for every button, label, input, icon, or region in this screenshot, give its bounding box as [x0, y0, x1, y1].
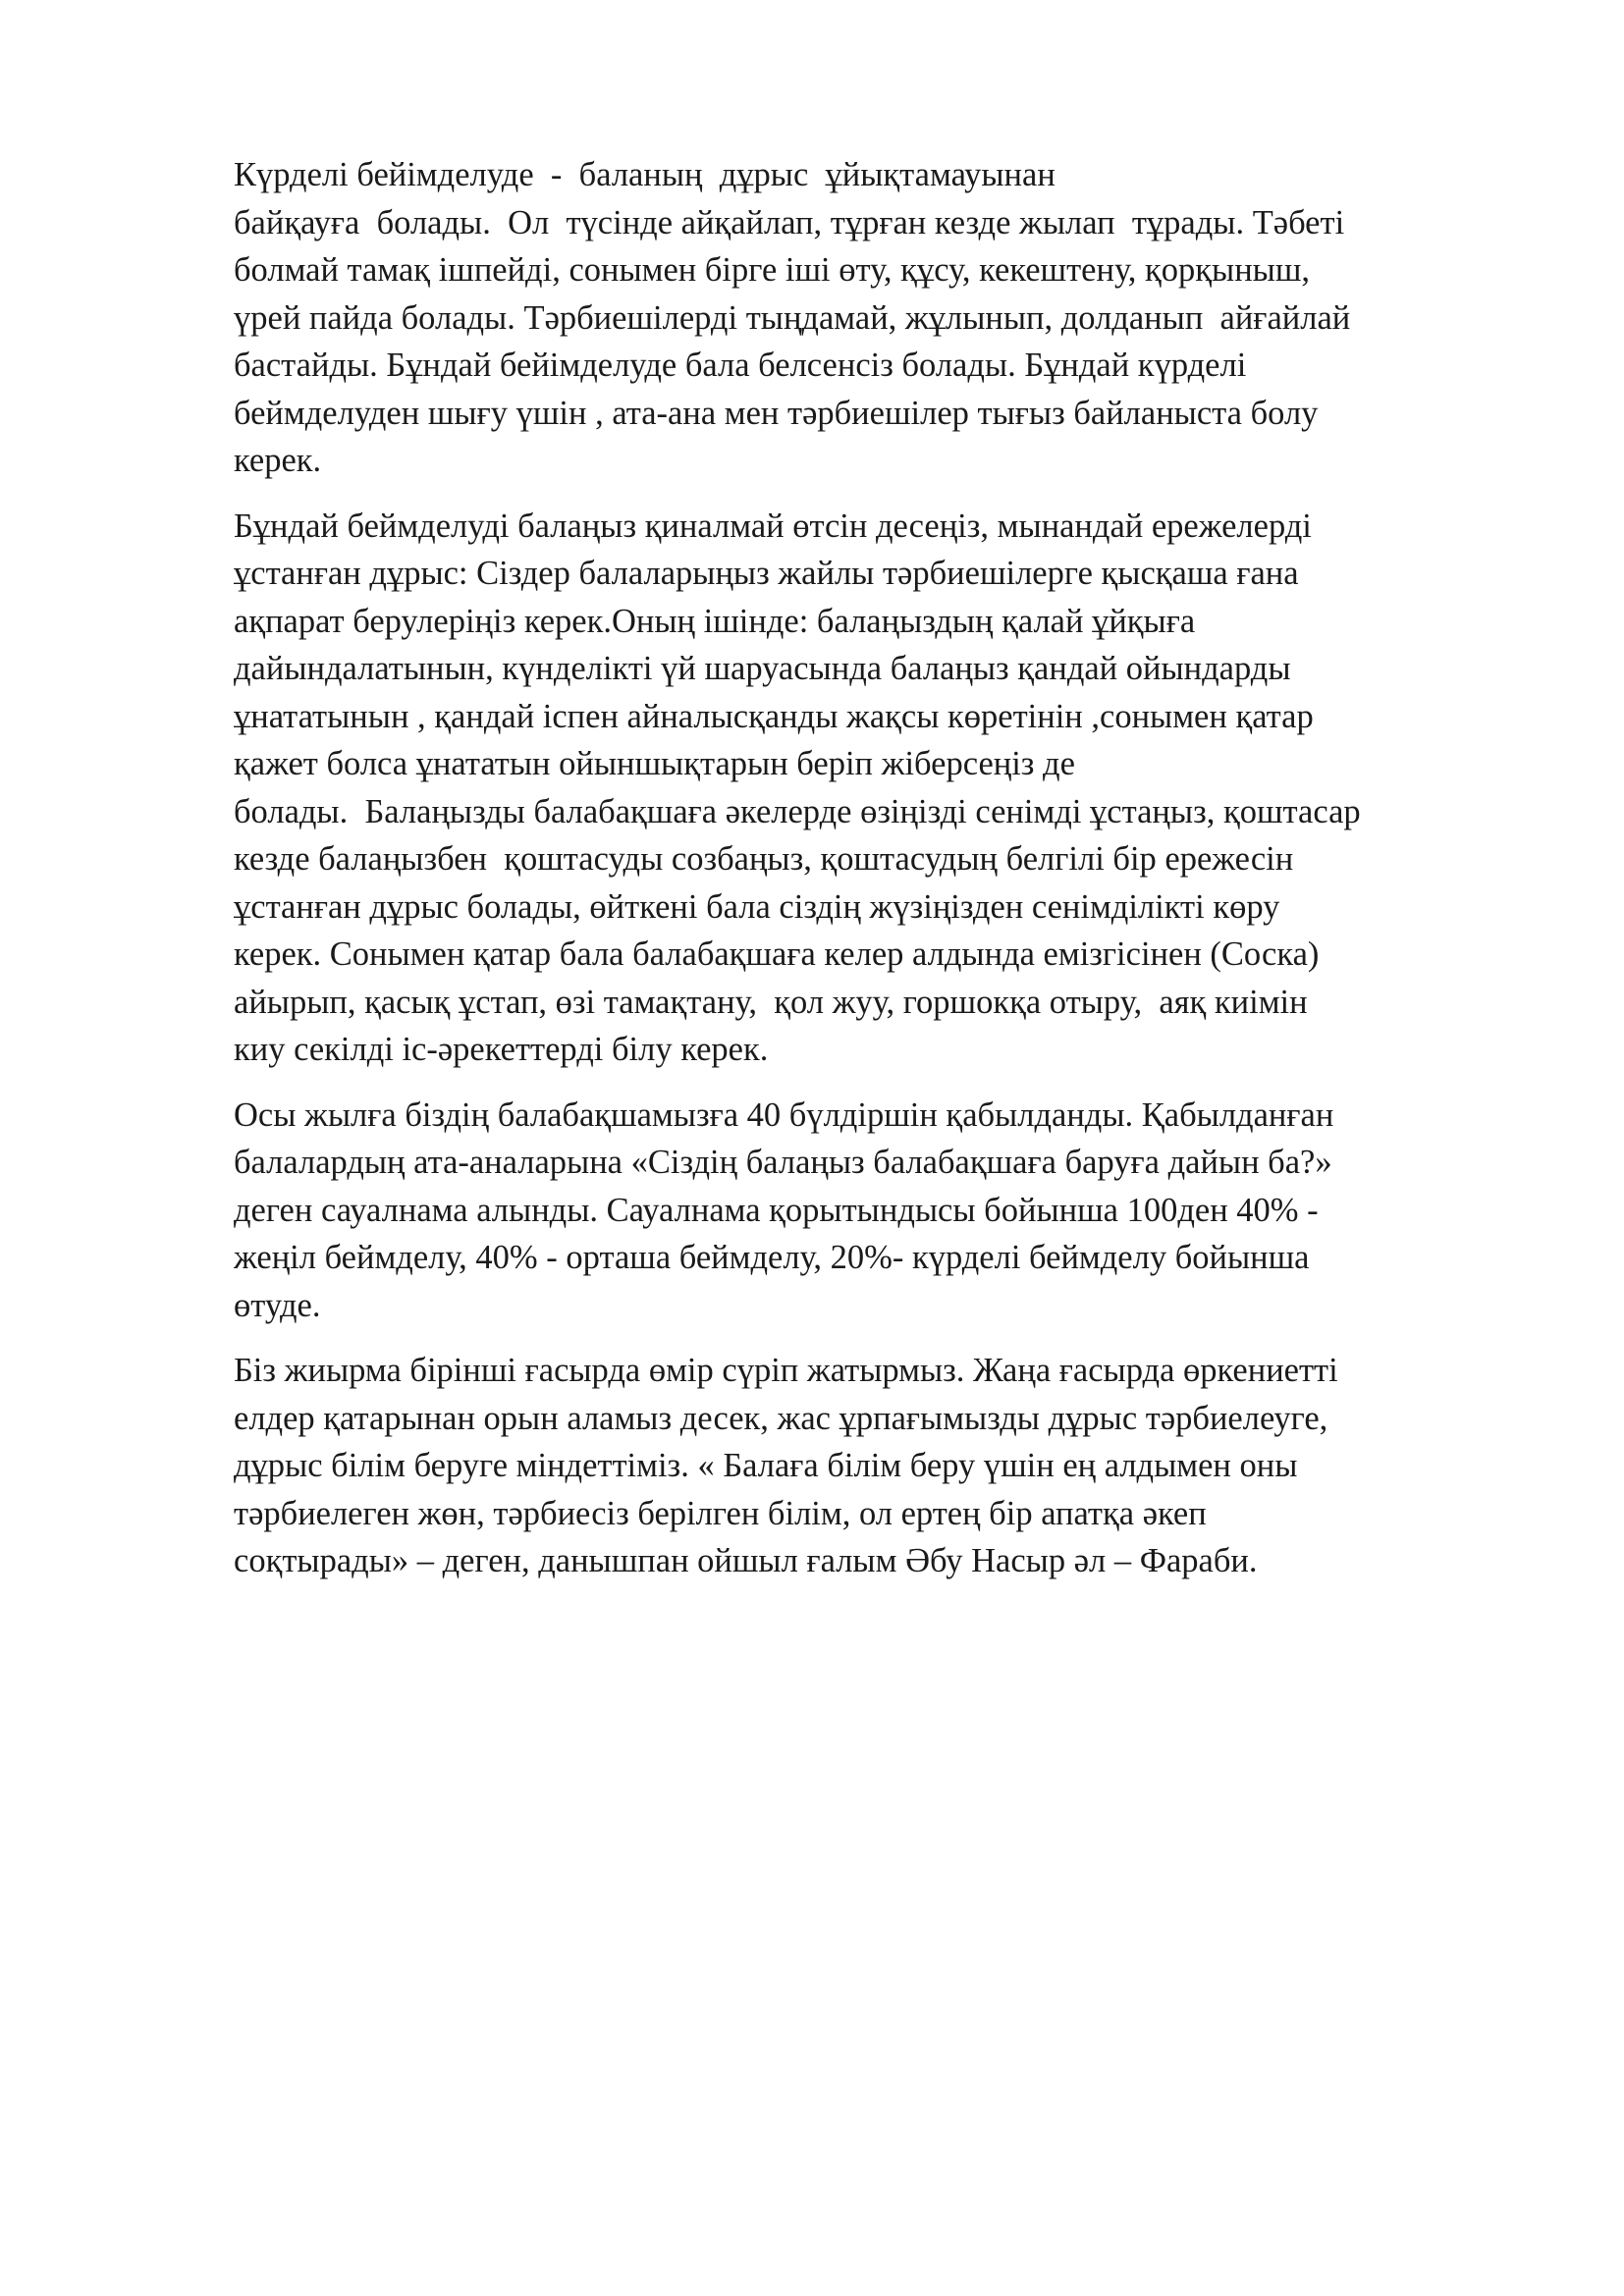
text-line: ұнататынын , қандай іспен айналысқанды жақсы көретінін ,сонымен қатар — [234, 697, 1314, 735]
text-line: байқауға болады. Ол түсінде айқайлап, тұрған кезде жылап тұрады. Тәбеті — [234, 203, 1345, 241]
text-line: беймделуден шығу үшін , ата-ана мен тәрбиешілер тығыз байланыста болу — [234, 394, 1319, 432]
text-line: деген сауалнама алынды. Сауалнама қорытындысы бойынша 100ден 40% - — [234, 1191, 1319, 1229]
text-line: болады. Балаңызды балабақшаға әкелерде өзіңізді сенімді ұстаңыз, қоштасар — [234, 792, 1361, 830]
paragraph-al-farabi-quote — [234, 1347, 1530, 1585]
text-line: болмай тамақ ішпейді, сонымен бірге іші өту, құсу, кекештену, қорқыныш, — [234, 251, 1311, 289]
text-line: елдер қатарынан орын аламыз десек, жас ұрпағымызды дұрыс тәрбиелеуге, — [234, 1399, 1328, 1437]
text-line: ұстанған дұрыс болады, өйткені бала сіздің жүзіңізден сенімділікті көру — [234, 887, 1280, 926]
text-line: айырып, қасық ұстап, өзі тамақтану, қол жуу, горшокқа отыру, аяқ киімін — [234, 983, 1308, 1021]
text-line: кезде балаңызбен қоштасуды созбаңыз, қоштасудың белгілі бір ережесін — [234, 840, 1294, 878]
text-line: бастайды. Бұндай бейімделуде бала белсенсіз болады. Бұндай күрделі — [234, 347, 1247, 384]
paragraph-difficult-adaptation — [234, 151, 1530, 485]
text-line: ақпарат берулеріңіз керек.Оның ішінде: балаңыздың қалай ұйқыға — [234, 602, 1196, 640]
text-line: керек. Сонымен қатар бала балабақшаға келер алдында емізгісінен (Соска) — [234, 935, 1320, 973]
text-line: Біз жиырма бірінші ғасырда өмір сүріп жатырмыз. Жаңа ғасырда өркениетті — [234, 1352, 1338, 1389]
text-line: киу секілді іс-әрекеттерді білу керек. — [234, 1031, 769, 1068]
text-line: Осы жылға біздің балабақшамызға 40 бүлдіршін қабылданды. Қабылданған — [234, 1095, 1334, 1134]
text-line: керек. — [234, 442, 322, 479]
text-line: дайындалатынын, күнделікті үй шаруасында балаңыз қандай ойындарды — [234, 650, 1291, 687]
text-line: дұрыс білім беруге міндеттіміз. « Балаға білім беру үшін ең алдымен оны — [234, 1447, 1298, 1484]
text-line: Күрделі бейімделуде - баланың дұрыс ұйықтамауынан — [234, 156, 1056, 193]
text-line: жеңіл беймделу, 40% - орташа беймделу, 20%- күрделі беймделу бойынша — [234, 1239, 1310, 1276]
text-line: қажет болса ұнататын ойыншықтарын беріп жіберсеңіз де — [234, 745, 1075, 782]
text-line: тәрбиелеген жөн, тәрбиесіз берілген білім, ол ертең бір апатқа әкеп — [234, 1494, 1207, 1532]
text-line: Бұндай беймделуді балаңыз қиналмай өтсін десеңіз, мынандай ережелерді — [234, 507, 1312, 545]
paragraph-survey-results — [234, 1092, 1530, 1330]
text-line: өтуде. — [234, 1286, 321, 1324]
text-line: үрей пайда болады. Тәрбиешілерді тыңдамай, жұлынып, долданып айғайлай — [234, 298, 1351, 337]
text-line: ұстанған дұрыс: Сіздер балаларыңыз жайлы тәрбиешілерге қысқаша ғана — [234, 555, 1299, 592]
paragraph-advice-to-parents — [234, 503, 1530, 1074]
text-line: соқтырады» – деген, данышпан ойшыл ғалым Әбу Насыр әл – Фараби. — [234, 1542, 1258, 1579]
document-body — [234, 151, 1530, 1603]
text-line: балалардың ата-аналарына «Сіздің балаңыз балабақшаға баруға дайын ба?» — [234, 1144, 1332, 1181]
